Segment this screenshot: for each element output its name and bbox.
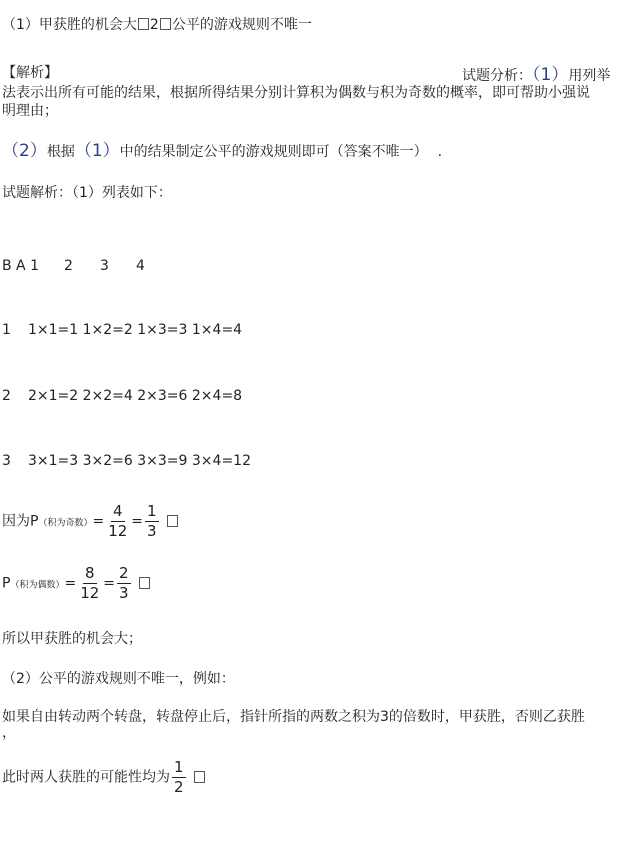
analysis-line-5: （2）根据（1）中的结果制定公平的游戏规则即可（答案不唯一） . [2,141,443,161]
fraction: $\frac{1}{3}$ [147,502,157,540]
placeholder-box [167,515,178,527]
analysis-line-4: 明理由； [2,103,58,119]
fraction: $\frac{1}{2}$ [174,758,184,796]
probability-odd: 因为P（积为奇数）= $\frac{4}{12}$ = $\frac{1}{3}$ [2,502,179,541]
placeholder-box [160,18,171,30]
analysis-line-3: 法表示出所有可能的结果，根据所得结果分别计算积为偶数与积为奇数的概率，即可帮助小强说 [2,85,590,101]
final-statement: 此时两人获胜的可能性均为 $\frac{1}{2}$ [2,758,206,797]
table-row: 2 2×1=2 2×2=4 2×3=6 2×4=8 [2,388,243,404]
rule-text-cont: ， [2,725,16,741]
part-2-heading: （2）公平的游戏规则不唯一，例如： [2,671,235,687]
analysis-label: 【解析】 [2,65,58,81]
conclusion: 所以甲获胜的机会大； [2,631,142,647]
fraction: $\frac{4}{12}$ [108,502,128,540]
table-row: 1 1×1=1 1×2=2 1×3=3 1×4=4 [2,322,243,338]
rule-text: 如果自由转动两个转盘，转盘停止后，指针所指的两数之积为3的倍数时，甲获胜，否则乙获胜 [2,709,585,725]
table-header: B A 1 2 3 4 [2,258,145,274]
table-row: 3 3×1=3 3×2=6 3×3=9 3×4=12 [2,453,251,469]
analysis-heading: 试题分析：（1）用列举 [462,65,611,85]
placeholder-box [138,18,149,30]
placeholder-box [194,771,205,783]
answer-line-1: （1）甲获胜的机会大 2 公平的游戏规则不唯一 [2,17,312,33]
fraction: $\frac{8}{12}$ [80,564,100,602]
solution-intro: 试题解析：（1）列表如下： [2,185,172,201]
probability-even: P（积为偶数）= $\frac{8}{12}$ = $\frac{2}{3}$ [2,564,151,603]
fraction: $\frac{2}{3}$ [119,564,129,602]
placeholder-box [139,577,150,589]
